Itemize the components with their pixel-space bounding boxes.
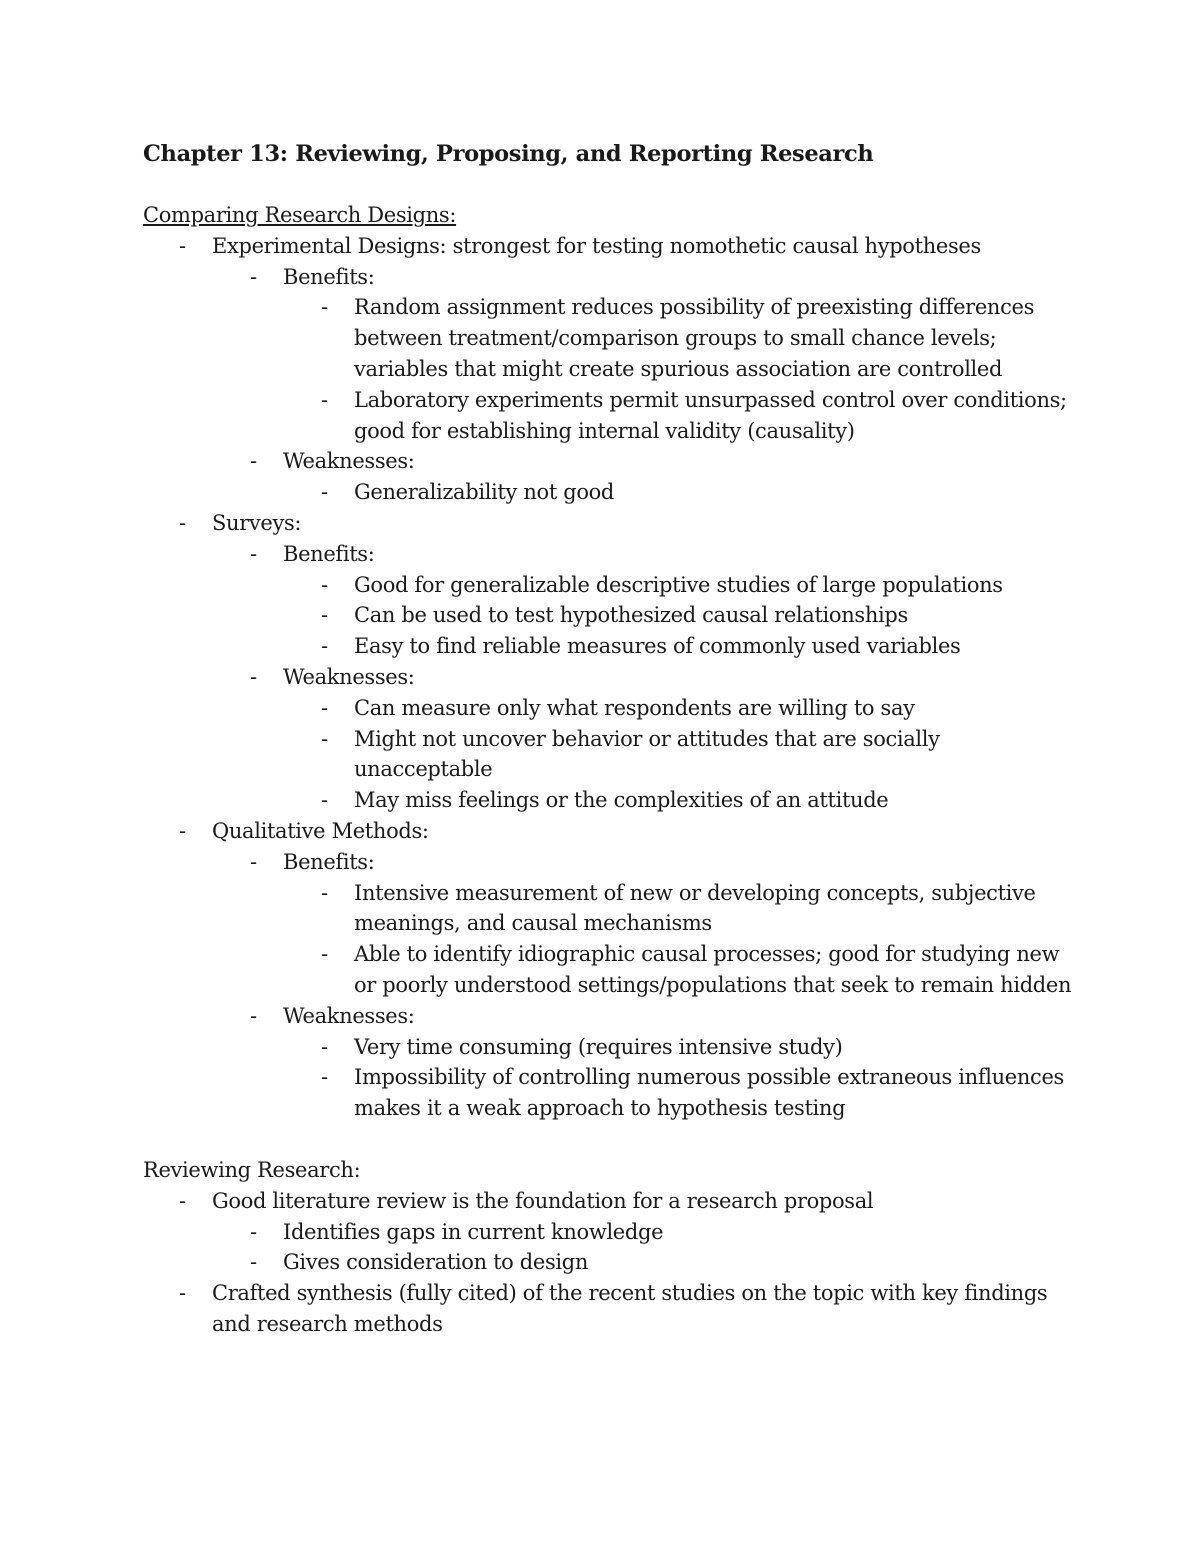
literature-review-item: Good literature review is the foundation for a research proposal bbox=[212, 1188, 874, 1213]
list-item: - Can be used to test hypothesized causal relationships bbox=[354, 600, 1073, 631]
list-item: - Easy to find reliable measures of commonly used variables bbox=[354, 631, 1073, 662]
list-item bbox=[212, 231, 1073, 508]
list-item: - Identifies gaps in current knowledge bbox=[283, 1217, 1073, 1248]
weaknesses-label: Weaknesses: bbox=[283, 449, 415, 474]
list-item: - Able to identify idiographic causal processes; good for studying new or poorly understood settings/populations that seek to remain hidden bbox=[354, 939, 1073, 1001]
weaknesses-label: Weaknesses: bbox=[283, 664, 415, 689]
list-item: - Might not uncover behavior or attitudes that are socially unacceptable bbox=[354, 724, 1073, 786]
section-heading-reviewing: Reviewing Research: bbox=[143, 1157, 361, 1182]
list-item: - Generalizability not good bbox=[354, 477, 1073, 508]
list-item: - Intensive measurement of new or developing concepts, subjective meanings, and causal mechanisms bbox=[354, 878, 1073, 940]
document-body bbox=[143, 138, 1073, 1340]
list-item bbox=[283, 1001, 1073, 1124]
list-item bbox=[212, 1186, 1073, 1278]
list-item bbox=[212, 508, 1073, 816]
list-item: - Random assignment reduces possibility of preexisting differences between treatment/comparison groups to small chance levels; variables that might create spurious association are controlled bbox=[354, 292, 1073, 384]
experimental-designs-label: Experimental Designs: strongest for testing nomothetic causal hypotheses bbox=[212, 233, 981, 258]
list-item: - Gives consideration to design bbox=[283, 1247, 1073, 1278]
list-item bbox=[283, 847, 1073, 1001]
benefits-label: Benefits: bbox=[283, 541, 375, 566]
list-item bbox=[283, 262, 1073, 447]
list-item bbox=[283, 539, 1073, 662]
list-item: - Good for generalizable descriptive studies of large populations bbox=[354, 570, 1073, 601]
list-item: - Very time consuming (requires intensive study) bbox=[354, 1032, 1073, 1063]
weaknesses-label: Weaknesses: bbox=[283, 1003, 415, 1028]
spacer bbox=[143, 1124, 1073, 1155]
list-item: - Laboratory experiments permit unsurpassed control over conditions; good for establishing internal validity (causality) bbox=[354, 385, 1073, 447]
list-item: - Can measure only what respondents are willing to say bbox=[354, 693, 1073, 724]
list-item: - May miss feelings or the complexities of an attitude bbox=[354, 785, 1073, 816]
qualitative-methods-label: Qualitative Methods: bbox=[212, 818, 429, 843]
page-title: Chapter 13: Reviewing, Proposing, and Reporting Research bbox=[143, 141, 874, 167]
benefits-label: Benefits: bbox=[283, 264, 375, 289]
list-item bbox=[283, 662, 1073, 816]
surveys-label: Surveys: bbox=[212, 510, 302, 535]
benefits-label: Benefits: bbox=[283, 849, 375, 874]
reviewing-list bbox=[143, 1186, 1073, 1340]
list-item: - Crafted synthesis (fully cited) of the recent studies on the topic with key findings and research methods bbox=[212, 1278, 1073, 1340]
list-item bbox=[212, 816, 1073, 1124]
comparing-list bbox=[143, 231, 1073, 1124]
list-item bbox=[283, 446, 1073, 508]
section-heading-comparing: Comparing Research Designs: bbox=[143, 203, 457, 227]
list-item: - Impossibility of controlling numerous possible extraneous influences makes it a weak approach to hypothesis testing bbox=[354, 1062, 1073, 1124]
